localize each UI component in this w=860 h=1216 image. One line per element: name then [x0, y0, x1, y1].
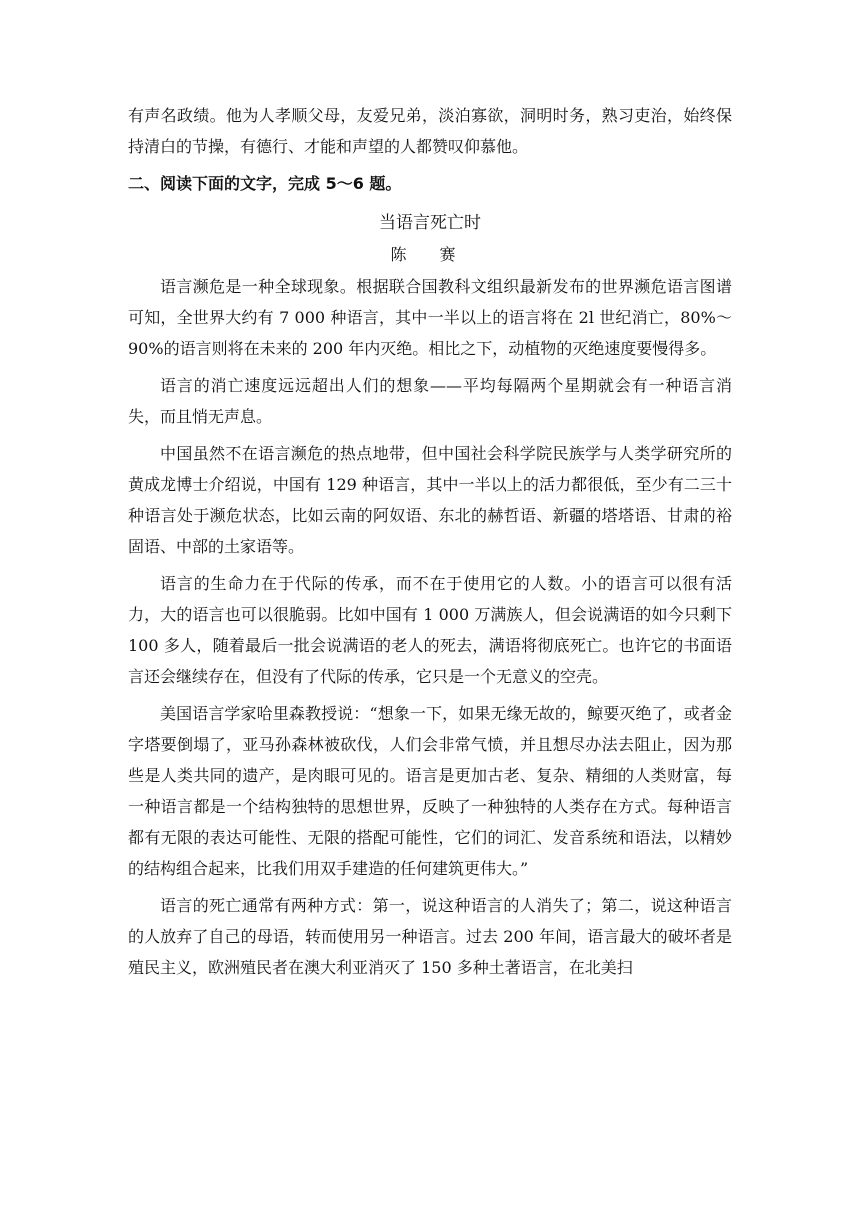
article-body [128, 271, 732, 983]
paragraph: 语言濒危是一种全球现象。根据联合国教科文组织最新发布的世界濒危语言图谱可知，全世界大约有 7 000 种语言，其中一半以上的语言将在 2l 世纪消亡，80%～90%的语言则将在未来的 200 年内灭绝。相比之下，动植物的灭绝速度要慢得多。 [128, 277, 732, 358]
article-author: 陈 赛 [390, 245, 470, 264]
intro-continuation-paragraph: 有声名政绩。他为人孝顺父母，友爱兄弟，淡泊寡欲，洞明时务，熟习吏治，始终保持清白的节操，有德行、才能和声望的人都赞叹仰慕他。 [128, 106, 732, 156]
paragraph: 语言的死亡通常有两种方式：第一，说这种语言的人消失了；第二，说这种语言的人放弃了自己的母语，转而使用另一种语言。过去 200 年间，语言最大的破坏者是殖民主义，欧洲殖民者在澳大利亚消灭了 150 多种土著语言，在北美扫 [128, 896, 732, 977]
paragraph: 语言的消亡速度远远超出人们的想象——平均每隔两个星期就会有一种语言消失，而且悄无声息。 [128, 376, 732, 426]
paragraph: 中国虽然不在语言濒危的热点地带，但中国社会科学院民族学与人类学研究所的黄成龙博士介绍说，中国有 129 种语言，其中一半以上的活力都很低，至少有二三十种语言处于濒危状态，比如云南的阿奴语、东北的赫哲语、新疆的塔塔语、甘肃的裕固语、中部的土家语等。 [128, 444, 732, 556]
article-title: 当语言死亡时 [379, 213, 481, 233]
article [128, 207, 732, 983]
paragraph: 语言的生命力在于代际的传承，而不在于使用它的人数。小的语言可以很有活力，大的语言也可以很脆弱。比如中国有 1 000 万满族人，但会说满语的如今只剩下 100 多人，随着最后一批会说满语的老人的死去，满语将彻底死亡。也许它的书面语言还会继续存在，但没有了代际的传承，它只是一个无意义的空壳。 [128, 574, 732, 686]
section-heading: 二、阅读下面的文字，完成 5～6 题。 [128, 174, 402, 193]
paragraph: 美国语言学家哈里森教授说：“想象一下，如果无缘无故的，鲸要灭绝了，或者金字塔要倒塌了，亚马孙森林被砍伐，人们会非常气愤，并且想尽办法去阻止，因为那些是人类共同的遗产，是肉眼可见的。语言是更加古老、复杂、精细的人类财富，每一种语言都是一个结构独特的思想世界，反映了一种独特的人类存在方式。每种语言都有无限的表达可能性、无限的搭配可能性，它们的词汇、发音系统和语法，以精妙的结构组合起来，比我们用双手建造的任何建筑更伟大。” [128, 704, 732, 878]
